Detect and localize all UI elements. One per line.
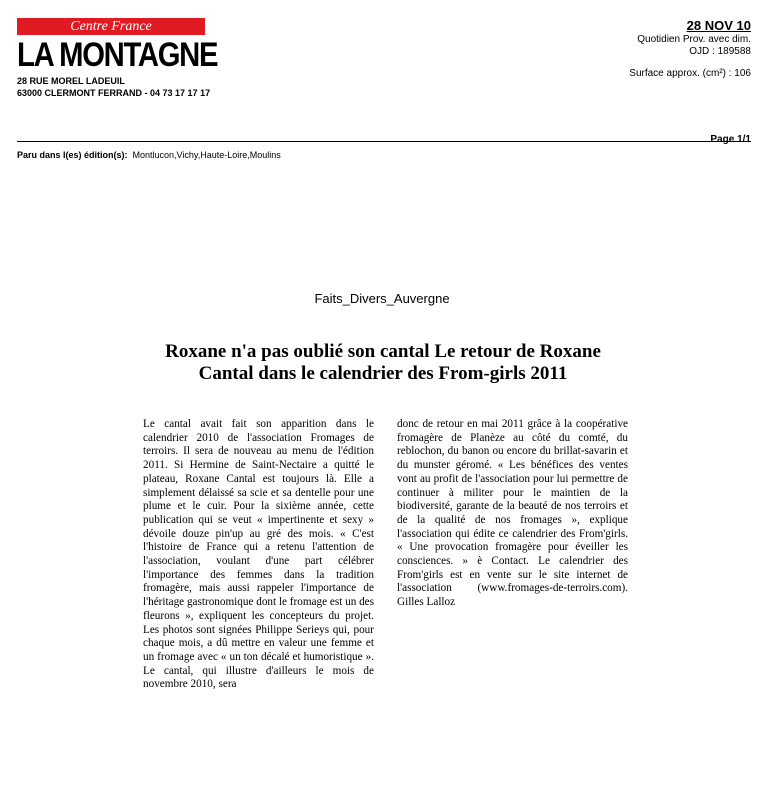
- masthead-band: Centre France: [17, 18, 205, 35]
- editions-label: Paru dans l(es) édition(s):: [17, 150, 128, 160]
- masthead-title: LA MONTAGNE: [17, 36, 218, 74]
- article-column-1: Le cantal avait fait son apparition dans le calendrier 2010 de l'association Fromages de terroirs. Il sera de nouveau au menu de l'édition 2011. Si Hermine de Saint-Nectaire a quitté le plateau, Roxane Cantal est toujours là. Elle a simplement délaissé sa scie et sa dentelle pour une plume et le cuir. Pour la sixième année, cette publication qui se veut « impertinente et sexy » dévoile douze pin'up au gré des mois. « C'est l'histoire de France qui a retenu l'attention de l'association, voulant d'une part célébrer l'importance des femmes dans la tradition fromagère, mais aussi rappeler l'importance de l'héritage gastronomique dont le fromage est un des fleurons », expliquent les concepteurs du projet. Les photos sont signées Philippe Serieys qui, pour chaque mois, a dû mettre en valeur une femme et un fromage avec « un ton décalé et humoristique ». Le cantal, qui illustre d'ailleurs le mois de novembre 2010, sera: [143, 418, 374, 691]
- article-headline: Roxane n'a pas oublié son cantal Le retour de Roxane Cantal dans le calendrier des From-girls 2011: [165, 341, 601, 384]
- publisher-address: [17, 75, 210, 99]
- address-line-street: 28 RUE MOREL LADEUIL: [17, 76, 125, 86]
- ojd-count: OJD : 189588: [689, 46, 751, 57]
- publication-meta: [629, 18, 751, 80]
- publication-date: 28 NOV 10: [686, 18, 751, 33]
- page-number: Page 1/1: [710, 134, 751, 145]
- periodicity: Quotidien Prov. avec dim.: [637, 34, 751, 45]
- surface-area: Surface approx. (cm²) : 106: [629, 68, 751, 79]
- editions-value: Montlucon,Vichy,Haute-Loire,Moulins: [132, 150, 281, 160]
- section-heading: Faits_Divers_Auvergne: [314, 291, 450, 306]
- editions-line: [17, 150, 281, 160]
- address-line-city: 63000 CLERMONT FERRAND - 04 73 17 17 17: [17, 88, 211, 98]
- header-divider: [17, 141, 751, 142]
- masthead-logo: [17, 18, 218, 74]
- article-column-2: donc de retour en mai 2011 grâce à la coopérative fromagère de Planèze au côté du comté, du reblochon, du banon ou encore du brillat-savarin et du munster géromé. « Les bénéfices des ventes vont au profit de l'association pour lui permettre de continuer à militer pour le maintien de la biodiversité, garante de la beauté de nos terroirs et de la qualité de nos fromages », explique l'association qui édite ce calendrier des From'girls. « Une provocation fromagère pour éveiller les consciences. » è Contact. Le calendrier des From'girls est en vente sur le site internet de l'association (www.fromages-de-terroirs.com). Gilles Lalloz: [397, 418, 628, 609]
